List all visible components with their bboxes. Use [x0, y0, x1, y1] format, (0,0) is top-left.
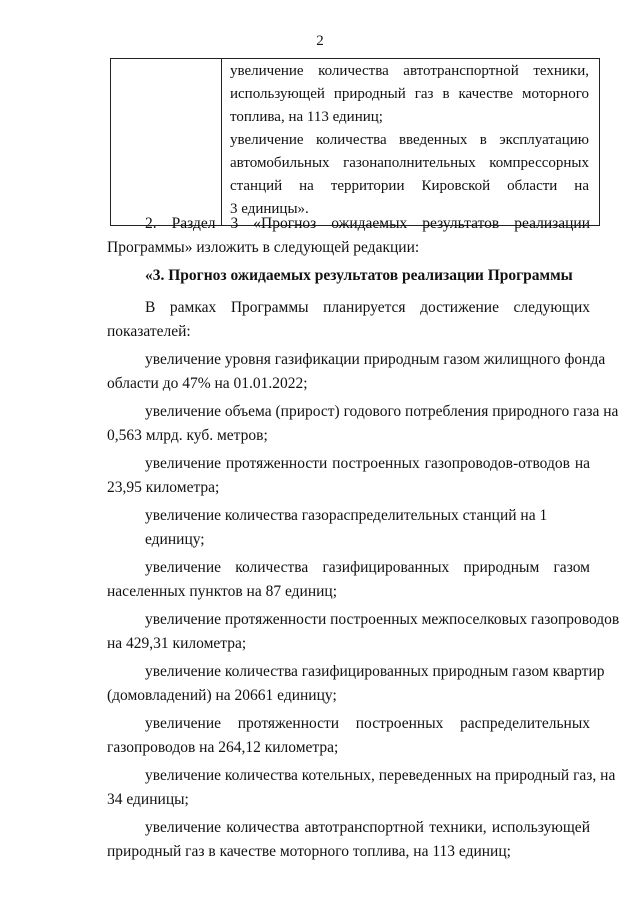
- item-line-2: природный газ в качестве моторного топлива, на 113 единиц;: [107, 843, 511, 860]
- item-line-2: 23,95 километра;: [107, 479, 220, 496]
- table-line: станций на территории Кировской области на: [230, 178, 589, 194]
- item-line-1: увеличение количества газифицированных природным газом: [145, 559, 590, 576]
- table-line: увеличение количества автотранспортной техники,: [230, 63, 589, 79]
- list-item: [107, 712, 590, 760]
- table-line: увеличение количества введенных в эксплуатацию: [230, 132, 589, 148]
- table-row: [111, 59, 600, 226]
- paragraph-section-2: [107, 212, 590, 260]
- table-cell-text: [222, 59, 600, 226]
- paragraph-line: показателей:: [107, 323, 191, 340]
- paragraph-line: Программы» изложить в следующей редакции:: [107, 239, 420, 256]
- section-heading: «3. Прогноз ожидаемых результатов реализации Программы: [145, 267, 573, 284]
- indicators-table-fragment: [110, 58, 600, 226]
- paragraph-intro: [107, 296, 590, 344]
- item-line-1: увеличение протяженности построенных газопроводов-отводов на: [145, 455, 590, 472]
- item-line-1: увеличение уровня газификации природным газом жилищного фонда: [145, 351, 606, 368]
- item-line-1: увеличение протяженности построенных распределительных: [145, 715, 590, 732]
- table-cell-empty: [111, 59, 222, 226]
- item-line-1: увеличение количества котельных, переведенных на природный газ, на: [145, 767, 616, 784]
- table-line: топлива, на 113 единиц;: [230, 109, 383, 125]
- table-line: 3 единицы».: [230, 201, 309, 217]
- list-item: [107, 816, 590, 864]
- paragraph-line: 2. Раздел 3 «Прогноз ожидаемых результатов реализации: [145, 215, 590, 232]
- item-line-2: области до 47% на 01.01.2022;: [107, 375, 308, 392]
- item-line-2: на 429,31 километра;: [107, 635, 247, 652]
- list-item: [107, 348, 606, 396]
- paragraph-line: В рамках Программы планируется достижение следующих: [145, 299, 590, 316]
- item-line-2: газопроводов на 264,12 километра;: [107, 739, 339, 756]
- list-item: [107, 556, 590, 604]
- table-line: автомобильных газонаполнительных компрессорных: [230, 155, 589, 171]
- list-item: [107, 660, 605, 708]
- list-item: [107, 608, 620, 656]
- item-line-1: увеличение количества автотранспортной техники, использующей: [145, 819, 590, 836]
- document-body: [107, 212, 620, 866]
- item-line-1: увеличение количества газораспределительных станций на 1 единицу;: [145, 507, 548, 548]
- item-line-2: 34 единицы;: [107, 791, 189, 808]
- item-line-1: увеличение протяженности построенных межпоселковых газопроводов: [145, 611, 620, 628]
- list-item: [107, 452, 590, 500]
- list-item: [107, 400, 619, 448]
- list-item: [107, 504, 590, 552]
- list-item: [107, 764, 616, 812]
- item-line-2: населенных пунктов на 87 единиц;: [107, 583, 338, 600]
- item-line-2: 0,563 млрд. куб. метров;: [107, 427, 268, 444]
- page-number: 2: [316, 33, 324, 49]
- table-line: использующей природный газ в качестве моторного: [230, 86, 589, 102]
- item-line-1: увеличение объема (прирост) годового потребления природного газа на: [145, 403, 619, 420]
- item-line-2: (домовладений) на 20661 единицу;: [107, 687, 337, 704]
- item-line-1: увеличение количества газифицированных природным газом квартир: [145, 663, 605, 680]
